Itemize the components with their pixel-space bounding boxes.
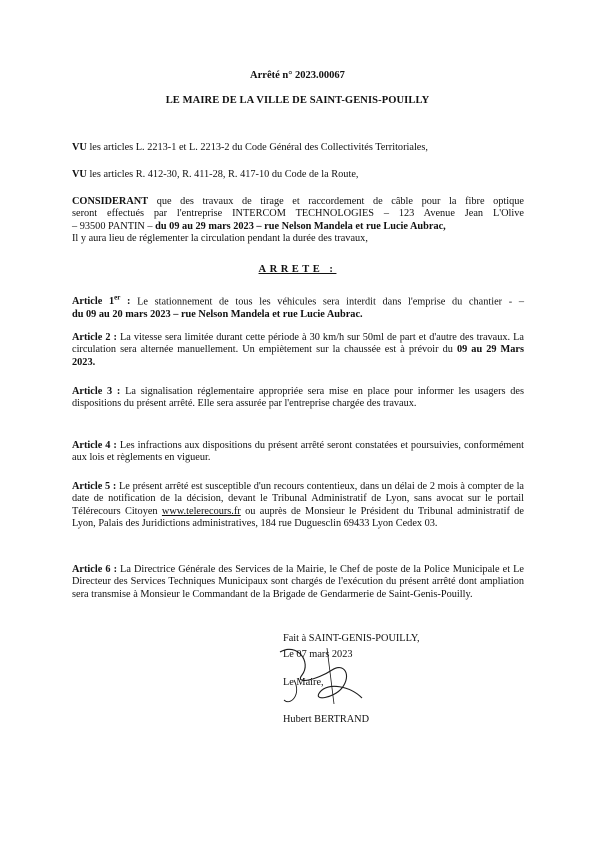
article-2: Article 2 : La vitesse sera limitée durant cette période à 30 km/h sur 50ml de part et d'autre des travaux. La circulation sera alternée manuellement. Un empiètement sur la chaussée est à prévoir du 09 au 29 Mars 2023. bbox=[72, 332, 525, 368]
article-3: Article 3 : La signalisation réglementaire appropriée sera mise en place pour informer les usagers des dispositions du présent arrêté. Elle sera assurée par l'entreprise chargée des travaux. bbox=[72, 386, 524, 410]
article-1: Article 1er : Le stationnement de tous les véhicules sera interdit dans l'emprise du chantier - – du 09 au 20 mars 2023 – rue Nelson Mandela et rue Lucie Aubrac. bbox=[72, 294, 524, 320]
considerant-line-3: – 93500 PANTIN – du 09 au 29 mars 2023 – rue Nelson Mandela et rue Lucie Aubrac, bbox=[72, 220, 446, 232]
mayor-name: Hubert BERTRAND bbox=[283, 714, 370, 725]
vu-text: les articles R. 412-30, R. 411-28, R. 417-10 du Code de la Route, bbox=[86, 169, 359, 180]
article-label: Article 1er : bbox=[72, 294, 131, 308]
considerant-paragraph bbox=[72, 196, 524, 245]
telerecours-link[interactable]: www.telerecours.fr bbox=[161, 505, 241, 517]
article-label: Article 5 : bbox=[72, 481, 117, 492]
article-5: Article 5 : Le présent arrêté est susceptible d'un recours contentieux, dans un délai de 2 mois à compter de la date de notification de la décision, devant le Tribunal Administratif de Lyon, sans avocat sur le portail Télérecours Citoyen www.telerecours.fr ou auprès de Monsieur le Président du Tribunal administratif de Lyon, Palais des Juridictions administratives, 184 rue Duguesclin 69433 Lyon Cedex 03. bbox=[72, 481, 524, 529]
decree-number: Arrêté n° 2023.00067 bbox=[250, 70, 345, 81]
parking-ban-dates: du 09 au 20 mars 2023 – rue Nelson Mandela et rue Lucie Aubrac. bbox=[72, 308, 363, 320]
considerant-line-4: Il y aura lieu de réglementer la circulation pendant la durée des travaux, bbox=[72, 232, 368, 244]
signature-role: Le Maire, bbox=[283, 677, 324, 688]
article-label: Article 4 : bbox=[72, 440, 117, 451]
vu-text: les articles L. 2213-1 et L. 2213-2 du Code Général des Collectivités Territoriales, bbox=[86, 142, 428, 153]
speed-limit-dates: 09 au 29 Mars 2023. bbox=[72, 344, 524, 368]
vu-paragraph-1 bbox=[72, 142, 524, 154]
article-4: Article 4 : Les infractions aux dispositions du présent arrêté seront constatées et poursuivies, conformément aux lois et règlements en vigueur. bbox=[72, 440, 525, 464]
considerant-line-2: seront effectués par l'entreprise INTERCOM TECHNOLOGIES – 123 Avenue Jean L'Olive bbox=[72, 208, 524, 220]
considerant-line-1: CONSIDERANT que des travaux de tirage et raccordement de câble pour la fibre optique bbox=[72, 196, 524, 207]
vu-lead: VU bbox=[72, 169, 87, 180]
considerant-lead: CONSIDERANT bbox=[72, 196, 149, 207]
arrete-heading: ARRETE : bbox=[258, 264, 337, 275]
vu-lead: VU bbox=[72, 142, 87, 153]
works-dates-location: du 09 au 29 mars 2023 – rue Nelson Mandela et rue Lucie Aubrac, bbox=[155, 220, 446, 232]
article-label: Article 3 : bbox=[72, 386, 121, 397]
article-6: Article 6 : La Directrice Générale des Services de la Mairie, le Chef de poste de la Police Municipale et Le Directeur des Services Techniques Municipaux sont chargés de l'exécution du présent arrêté dont ampliation sera transmise à Monsieur le Commandant de la Brigade de Gendarmerie de Saint-Genis-Pouilly. bbox=[72, 564, 524, 600]
issuer-heading: LE MAIRE DE LA VILLE DE SAINT-GENIS-POUILLY bbox=[165, 95, 430, 106]
signature-place: Fait à SAINT-GENIS-POUILLY, bbox=[283, 633, 420, 644]
article-label: Article 6 : bbox=[72, 564, 117, 575]
article-label: Article 2 : bbox=[72, 332, 117, 343]
signature-date: Le 07 mars 2023 bbox=[283, 649, 353, 660]
vu-paragraph-2 bbox=[72, 169, 524, 181]
